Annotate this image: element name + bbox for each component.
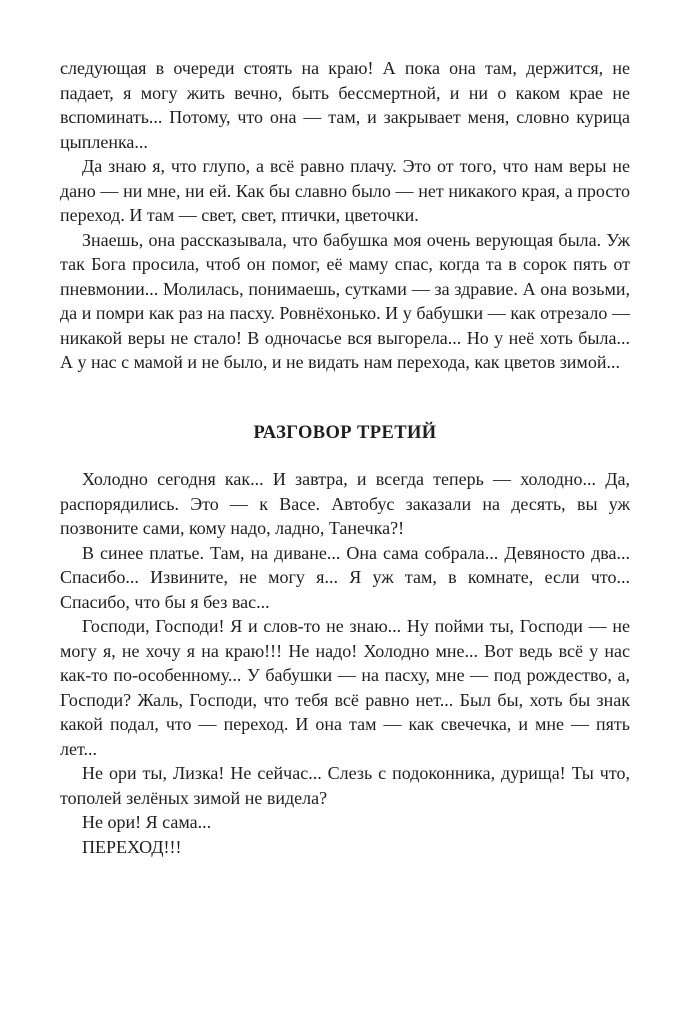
section-heading: РАЗГОВОР ТРЕТИЙ bbox=[253, 422, 437, 443]
paragraph: Знаешь, она рассказывала, что бабушка моя очень верующая была. Уж так Бога просила, чтоб он помог, её маму спас, когда та в сорок пять от пневмонии... Молилась, понимаешь, сутками — за здравие. А она возьми, да и помри как раз на пасху. Ровнёхонько. И у бабушки — как отрезало — никакой веры не стало! В одночасье вся выгорела... Но у неё хоть была... А у нас с мамой и не было, и не видать нам перехода, как цветов зимой... bbox=[60, 229, 630, 372]
text-block bbox=[60, 56, 630, 859]
paragraph-final-exclamation: ПЕРЕХОД!!! bbox=[82, 836, 182, 857]
paragraph: Да знаю я, что глупо, а всё равно плачу. Это от того, что нам веры не дано — ни мне, ни ей. Как бы славно было — нет никакого края, а просто переход. И там — свет, свет, птички, цветочки. bbox=[60, 156, 630, 225]
paragraph: Не ори! Я сама... bbox=[82, 812, 212, 832]
paragraph: Господи, Господи! Я и слов-то не знаю... Ну пойми ты, Господи — не могу я, не хочу я на краю!!! Не надо! Холодно мне... Вот ведь всё у нас как-то по-особенному... У бабушки — на пасху, мне — под рождество, а, Господи? Жаль, Господи, что тебя всё равно нет... Был бы, хоть бы знак какой подал, что — переход. И она там — как свечечка, и мне — пять лет... bbox=[60, 616, 630, 759]
paragraph: В синее платье. Там, на диване... Она сама собрала... Девяносто два... Спасибо... Извините, не могу я... Я уж там, в комнате, если что... Спасибо, что бы я без вас... bbox=[60, 542, 630, 612]
paragraph: Холодно сегодня как... И завтра, и всегда теперь — холодно... Да, распорядились. Это — к Васе. Автобус заказали на десять, вы уж позвоните сами, кому надо, ладно, Танечка?! bbox=[60, 469, 630, 538]
paragraph: Не ори ты, Лизка! Не сейчас... Слезь с подоконника, дурища! Ты что, тополей зелёных зимой не видела? bbox=[60, 763, 630, 808]
paragraph-continuation: следующая в очереди стоять на краю! А пока она там, держится, не падает, я могу жить вечно, быть бессмертной, и ни о каком крае не вспоминать... Потому, что она — там, и закрывает меня, словно курица цыпленка... bbox=[60, 58, 630, 152]
